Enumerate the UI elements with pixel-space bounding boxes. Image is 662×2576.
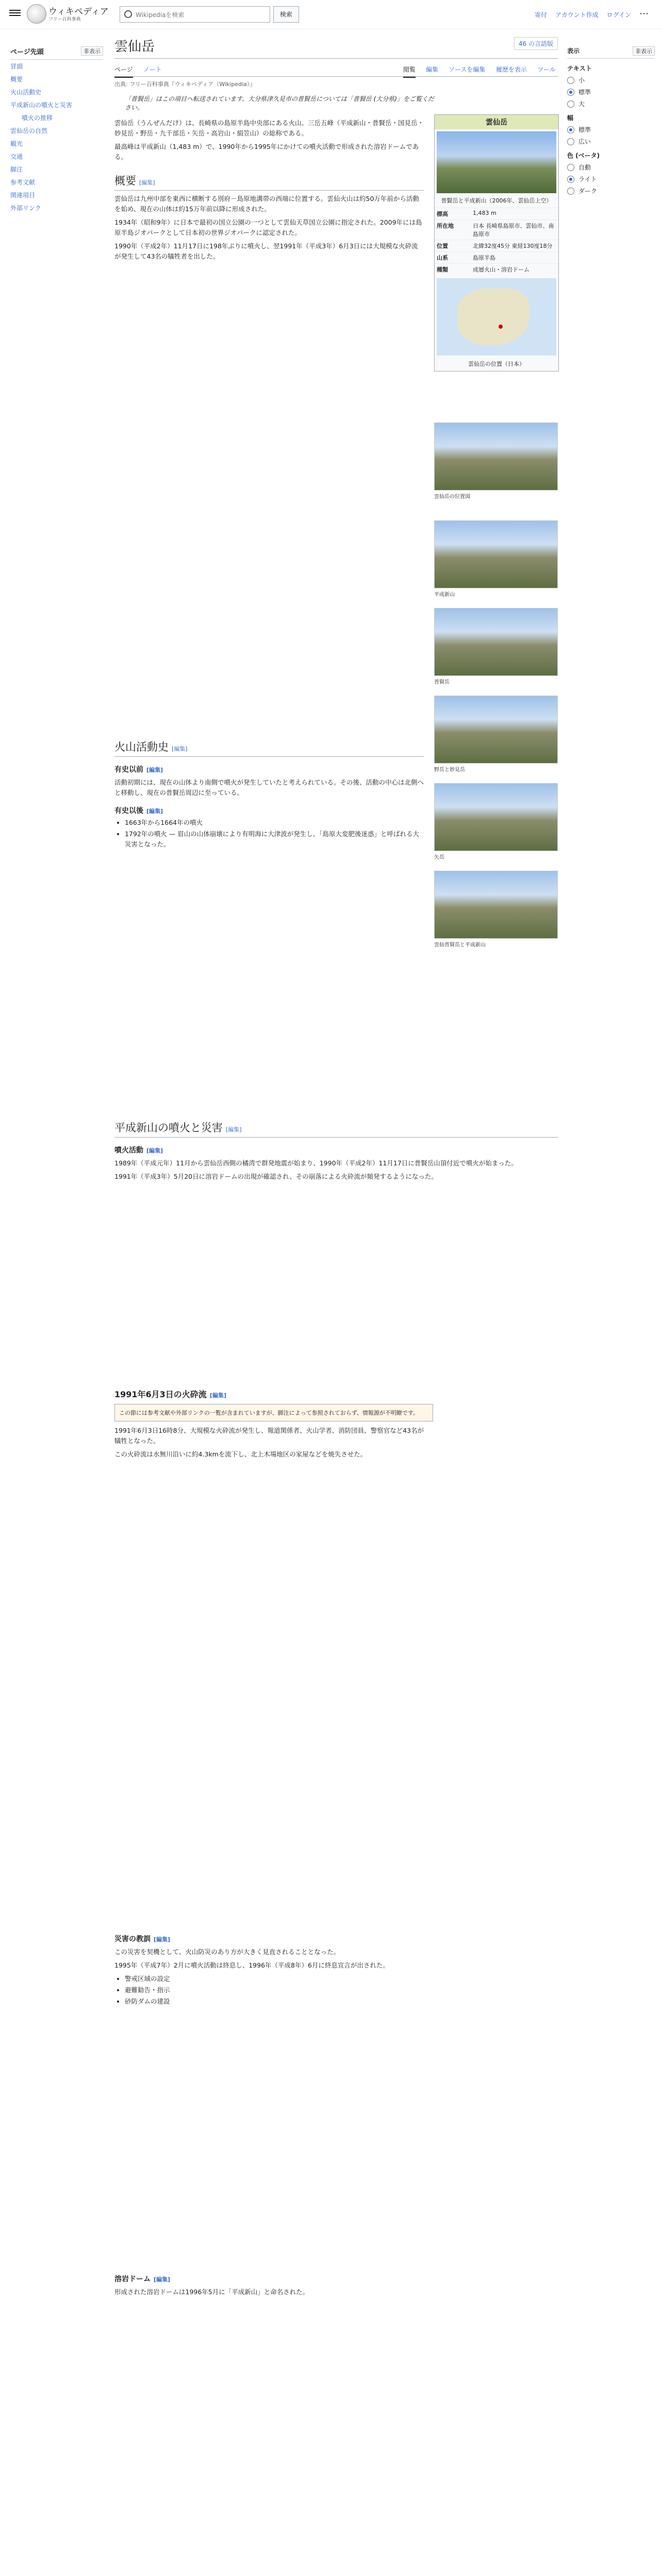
radio-option[interactable] [567,88,655,96]
tab-tools[interactable]: ツール [537,66,556,73]
site-logo-subtitle: フリー百科事典 [48,17,81,22]
infobox-row [435,208,558,219]
eruption-paragraph: 1991年（平成3年）5月20日に溶岩ドームの出現が確認され、その崩落による火砕流が頻発するようになった。 [114,1173,438,1180]
create-account-link[interactable]: アカウント作成 [555,11,599,19]
page-title: 雲仙岳 [114,32,558,59]
appearance-panel [567,46,655,198]
edit-link[interactable]: [編集] [209,1392,226,1399]
tab-history[interactable]: 履歴を表示 [496,66,527,73]
subsection-heading-after: 災害の教訓 [編集] [114,1935,171,1943]
toc-item[interactable]: 参考文献 [10,179,36,186]
color-heading: 色 (ベータ) [567,152,600,159]
toc-item[interactable]: 雲仙岳の自然 [10,127,48,134]
measures-list [125,1974,558,2007]
hatnote: 「普賢岳」はこの項目へ転送されています。大分県津久見市の普賢岳については「普賢岳 (大分県)」をご覧ください。 [125,95,434,111]
article-figure [434,608,558,687]
infobox-row [435,263,558,275]
toc-item[interactable]: 冒頭 [10,63,23,70]
radio-label: 大 [578,100,585,108]
tab-read[interactable]: 閲覧 [403,65,416,78]
radio-option[interactable] [567,163,655,172]
radio-label: 自動 [578,164,591,171]
radio-circle-icon [567,138,574,145]
figure-caption: 平成新山 [434,592,455,598]
figure-caption: 普賢岳 [434,680,450,685]
search-input[interactable] [120,6,270,23]
toc-title: ページ先頭 非表示 [10,46,103,60]
radio-option[interactable] [567,187,655,195]
width-heading: 幅 [567,114,574,122]
edit-link[interactable]: [編集] [146,1147,163,1154]
edit-link[interactable]: [編集] [146,808,163,815]
map-land [457,289,529,345]
list-item: • 警戒区域の設定 [125,1974,558,1984]
radio-circle-icon [567,188,574,195]
map-caption: 雲仙岳の位置（日本） [468,361,525,367]
radio-circle-icon [567,89,574,96]
dome-paragraph: 形成された溶岩ドームは1996年5月に「平成新山」と命名された。 [114,2288,309,2296]
figure-image[interactable] [434,783,558,851]
tab-edit-source[interactable]: ソースを編集 [449,66,486,73]
infobox-key: 山系 [437,255,448,261]
wikipedia-globe-icon[interactable] [27,4,46,24]
infobox-value: 島原半島 [473,255,495,261]
radio-option[interactable] [567,99,655,108]
toc-item[interactable]: 火山活動史 [10,89,42,96]
article-figure [434,520,558,599]
tab-talk[interactable]: ノート [143,66,162,73]
location-map[interactable] [437,278,556,355]
infobox-value: 日本 長崎県島原市、雲仙市、南島原市 [473,223,554,238]
list-item: • 砂防ダムの建設 [125,1996,558,2007]
site-logo-title[interactable]: ウィキペディア [48,7,109,17]
citation-notice: この節には参考文献や外部リンクの一覧が含まれていますが、脚注によって参照されておらず、情報源が不明瞭です。 [114,1404,433,1421]
radio-label: 標準 [578,126,591,133]
radio-circle-icon [567,176,574,183]
toc-item[interactable]: 概要 [10,76,23,83]
history-list [125,818,424,850]
toc-sidebar [10,46,103,214]
infobox-value: 成層火山・溶岩ドーム [473,266,529,273]
appearance-hide-button[interactable]: 非表示 [633,46,655,56]
figure-image[interactable] [434,608,558,676]
infobox-caption: 普賢岳と平成新山（2006年、雲仙岳上空） [441,197,552,204]
infobox-key: 位置 [437,243,448,249]
map-marker-icon [499,325,503,329]
more-options-icon[interactable]: ⋯ [639,8,649,19]
overview-paragraph: 1934年（昭和9年）に日本で最初の国立公園の一つとして雲仙天草国立公園に指定された。2009年には島原半島ジオパークとして日本初の世界ジオパークに認定された。 [114,218,422,236]
edit-link[interactable]: [編集] [146,767,163,773]
radio-circle-icon [567,126,574,133]
article-figure [434,422,558,501]
subsection-heading-dome: 溶岩ドーム [編集] [114,2275,171,2283]
lead-paragraph: 最高峰は平成新山（1,483 m）で、1990年から1995年にかけての噴火活動で形成された溶岩ドームである。 [114,143,419,161]
edit-link[interactable]: [編集] [154,2276,171,2283]
edit-link[interactable]: [編集] [139,179,155,186]
toc-item[interactable]: 関連項目 [10,192,36,199]
after-paragraph: 1995年（平成7年）2月に噴火活動は終息し、1996年（平成8年）6月に終息宣言が出された。 [114,1961,389,1969]
june3-paragraph: 1991年6月3日16時8分、大規模な火砕流が発生し、報道関係者、火山学者、消防団員、警察官など43名が犠牲となった。 [114,1427,424,1445]
main-content [114,32,558,2300]
toc-item[interactable]: 脚注 [10,166,23,173]
infobox-row [435,240,558,251]
source-line: 出典: フリー百科事典『ウィキペディア（Wikipedia）』 [114,81,256,88]
radio-circle-icon [567,164,574,171]
figure-caption: 矢岳 [434,855,444,860]
site-header [0,0,662,29]
list-item: • 1663年から1664年の噴火 [125,818,424,828]
list-item: • 避難勧告・指示 [125,1985,558,1995]
infobox-key: 標高 [437,211,448,217]
edit-link[interactable]: [編集] [154,1936,171,1943]
overview-paragraph: 雲仙岳は九州中部を東西に横断する別府－島原地溝帯の西端に位置する。雲仙火山は約50万年前から活動を始め、現在の山体は約15万年前以降に形成された。 [114,195,419,213]
infobox-value: 北緯32度45分 東経130度18分 [473,243,553,249]
infobox-row [435,251,558,263]
appearance-title: 表示 非表示 [567,46,655,59]
edit-link[interactable]: [編集] [226,1126,242,1133]
radio-option[interactable] [567,137,655,146]
radio-label: 標準 [578,89,591,96]
june3-paragraph: この火砕流は水無川沿いに約4.3kmを流下し、北上木場地区の家屋などを焼失させた。 [114,1450,367,1458]
after-paragraph: この災害を契機として、火山防災のあり方が大きく見直されることとなった。 [114,1948,340,1956]
figure-caption: 野岳と妙見岳 [434,767,465,773]
prehistory-paragraph: 活動初期には、現在の山体より南側で噴火が発生していたと考えられている。その後、活動の中心は北側へと移動し、現在の普賢岳周辺に至っている。 [114,778,424,796]
infobox [434,114,559,371]
article-figure [434,696,558,774]
article-figure [434,783,558,862]
figure-caption: 雲仙岳の位置図 [434,494,470,500]
subsection-heading-prehistory: 有史以前 [編集] [114,766,163,774]
figure-image[interactable] [434,520,558,588]
toc-item[interactable]: 観光 [10,140,23,147]
subsection-heading-history: 有史以後 [編集] [114,807,163,815]
main-menu-button[interactable] [9,8,21,18]
infobox-photo[interactable] [437,131,556,193]
user-links [528,10,631,19]
radio-label: 小 [578,77,585,84]
section-heading-volcano: 火山活動史 [編集] [114,739,424,757]
section-heading-heisei: 平成新山の噴火と災害 [編集] [114,1120,558,1138]
login-link[interactable]: ログイン [606,11,631,19]
list-item: • 1792年の噴火 — 眉山の山体崩壊により有明海に大津波が発生し、「島原大変肥後迷惑」と呼ばれる大災害となった。 [125,829,424,850]
infobox-key: 種類 [437,266,448,273]
radio-label: ライト [578,176,597,183]
figure-image[interactable] [434,696,558,764]
infobox-row [435,219,558,240]
radio-circle-icon [567,77,574,84]
tab-edit[interactable]: 編集 [426,66,439,73]
edit-link[interactable]: [編集] [172,745,188,752]
toc-item[interactable]: 噴火の推移 [22,114,53,122]
figure-image[interactable] [434,422,558,490]
section-heading-overview: 概要 [編集] [114,173,424,191]
toc-item[interactable]: 交通 [10,153,23,160]
radio-label: 広い [578,138,591,145]
subsection-heading-june3: 1991年6月3日の火砕流 [編集] [114,1389,226,1399]
search-placeholder: Wikipediaを検索 [136,11,185,19]
search-button[interactable]: 検索 [273,6,299,23]
text-size-heading: テキスト [567,65,592,72]
lead-paragraph: 雲仙岳（うんぜんだけ）は、長崎県の島原半島中央部にある火山。三岳五峰（平成新山・普賢岳・国見岳・妙見岳・野岳・九千部岳・矢岳・高岩山・絹笠山）の総称である。 [114,119,424,137]
donate-link[interactable]: 寄付 [535,11,548,19]
radio-option[interactable] [567,125,655,134]
page-tabs [114,61,558,77]
toc-item[interactable]: 外部リンク [10,205,41,212]
toc-item[interactable]: 平成新山の噴火と災害 [10,101,73,109]
search-icon [124,10,132,18]
figure-caption: 雲仙普賢岳と平成新山 [434,942,486,948]
figure-image[interactable] [434,871,558,939]
tab-page[interactable]: ページ [114,65,133,78]
infobox-title: 雲仙岳 [435,115,558,129]
article-figure [434,871,558,950]
radio-label: ダーク [578,188,598,195]
eruption-paragraph: 1989年（平成元年）11月から雲仙岳西側の橘湾で群発地震が始まり、1990年（平成2年）11月17日に普賢岳山頂付近で噴火が始まった。 [114,1159,518,1167]
overview-paragraph: 1990年（平成2年）11月17日に198年ぶりに噴火し、翌1991年（平成3年）6月3日には大規模な火砕流が発生して43名の犠牲者を出した。 [114,242,418,260]
language-button[interactable]: 46 の言語版 [514,37,558,50]
infobox-key: 所在地 [437,223,454,229]
toc-hide-button[interactable]: 非表示 [81,46,103,56]
radio-option[interactable] [567,76,655,84]
infobox-value: 1,483 m [473,210,496,216]
radio-option[interactable] [567,175,655,183]
radio-circle-icon [567,100,574,108]
subsection-heading-eruption: 噴火活動 [編集] [114,1146,163,1155]
